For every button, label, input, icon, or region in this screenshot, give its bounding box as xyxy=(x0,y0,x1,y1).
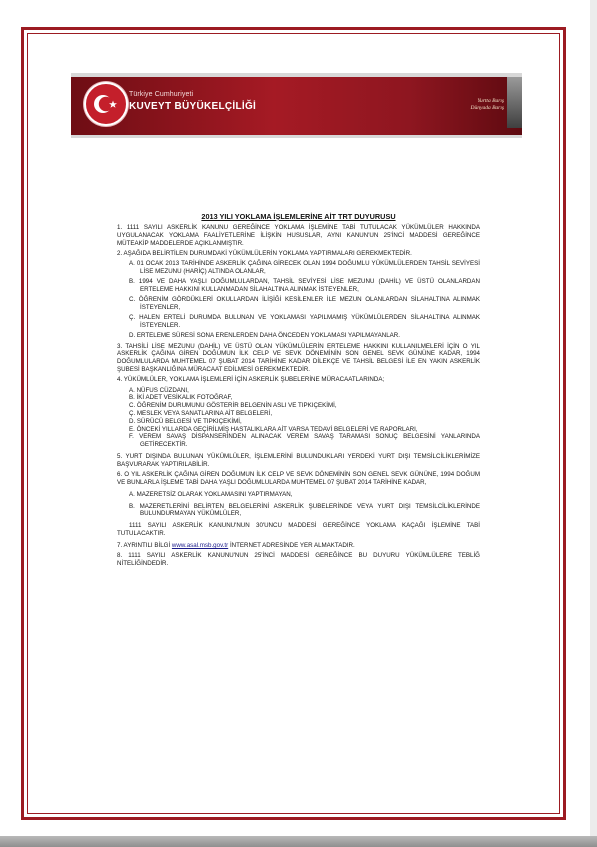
crescent-star-emblem-icon xyxy=(84,82,128,126)
paragraph-4: 4. YÜKÜMLÜLER, YOKLAMA İŞLEMLERİ İÇİN ASKERLİK ŞUBELERİNE MÜRACAATLARINDA; xyxy=(117,376,385,384)
list-item: C. ÖĞRENİM DURUMUNU GÖSTERİR BELGENİN ASLI VE TIPKIÇEKİMİ, xyxy=(129,402,337,410)
banner-title: KUVEYT BÜYÜKELÇİLİĞİ xyxy=(129,101,257,112)
list-item: B. MAZERETLERİNİ BELİRTEN BELGELERİNİ ASKERLİK ŞUBELERİNDE VEYA YURT DIŞI TEMSİLCİLİKLERİNDE BULUNDURMAYAN YÜKÜMLÜLER, xyxy=(129,502,480,518)
list-item: B. 1994 VE DAHA YAŞLI DOĞUMLULARDAN, TAHSİL SEVİYESİ LİSE MEZUNU (DAHİL) VE ÜSTÜ OLANLARDAN ERTELEME HAKKINI KULLANMADAN SİLAHALTINA ALINMAK İSTEYENLER, xyxy=(129,278,480,294)
document-title: 2013 YILI YOKLAMA İŞLEMLERİNE AİT TRT DUYURUSU xyxy=(201,212,396,221)
list-item: C. ÖĞRENİM GÖRDÜKLERİ OKULLARDAN İLİŞİĞİ KESİLENLER İLE MEZUN OLANLARDAN SİLAHALTINA ALINMAK İSTEYENLER, xyxy=(129,296,480,312)
paragraph-5: 5. YURT DIŞINDA BULUNAN YÜKÜMLÜLER, İŞLEMLERİNİ BULUNDUKLARI YERDEKİ YURT DIŞI TEMSİLCİLİKLERİMİZE BAŞVURARAK YAPTIRILABİLİR. xyxy=(117,453,480,468)
page-edge-shadow xyxy=(590,0,597,847)
paragraph-1: 1. 1111 SAYILI ASKERLİK KANUNU GEREĞİNCE YOKLAMA İŞLEMİNE TABİ TUTULACAK YÜKÜMLÜLER HAKKINDA UYGULANACAK YOKLAMA FAALİYETLERİNE İLİŞKİN HUSUSLAR, AYNI KANUN'UN 25'İNCİ MADDESİ GEREĞİNCE MÜTEAKİP MADDELERDE AÇIKLANMIŞTIR. xyxy=(117,224,480,247)
list-item: F. VEREM SAVAŞ DİSPANSERİNDEN ALINACAK VEREM SAVAŞ TARAMASI SONUÇ BELGESİNİ YANLARINDA GETİRECEKTİR. xyxy=(129,433,480,449)
list-item: A. NÜFUS CÜZDANI, xyxy=(129,386,189,394)
list-item: A. MAZERETSİZ OLARAK YOKLAMASINI YAPTIRMAYAN, xyxy=(129,490,293,498)
motto-line-1: Yurtta Barış xyxy=(477,98,504,104)
paragraph-7-prefix: 7. AYRINTILI BİLGİ xyxy=(117,541,171,549)
list-item: D. ERTELEME SÜRESİ SONA ERENLERDEN DAHA ÖNCEDEN YOKLAMASI YAPILMAYANLAR. xyxy=(129,332,400,340)
banner-subtitle: Türkiye Cumhuriyeti xyxy=(129,91,194,98)
banner-motto xyxy=(454,98,504,112)
list-item: A. 01 OCAK 2013 TARİHİNDE ASKERLİK ÇAĞINA GİRECEK OLAN 1994 DOĞUMLU YÜKÜMLÜLERDEN TAHSİL SEVİYESİ LİSE MEZUNU (HARİÇ) ALTINDA OLANLAR, xyxy=(129,260,480,276)
list-item: B. İKİ ADET VESİKALIK FOTOĞRAF, xyxy=(129,394,233,402)
paragraph-3: 3. TAHSİLİ LİSE MEZUNU (DAHİL) VE ÜSTÜ OLAN YÜKÜMLÜLERİN ERTELEME HAKKINI KULLANILMELERİ İÇİN O YIL ASKERLİK ÇAĞINA GİREN DOĞUMUN İLK CELP VE SEVK DÖNEMİNİN SON GENEL SEVK GÜNÜNE KADAR, 1994 DOĞUMLULARDA MUHTEMEL 07 ŞUBAT 2014 TARİHİNE KADAR DİLEKÇE VE TAHSİL BELGESİ İLE EN YAKIN ASKERLİK ŞUBESİ BAŞKANLIĞINA MÜRACAAT EDİLMESİ GEREKMEKTEDİR. xyxy=(117,342,480,373)
paragraph-6: 6. O YIL ASKERLİK ÇAĞINA GİREN DOĞUMUN İLK CELP VE SEVK DÖNEMİNİN SON GENEL SEVK GÜNÜNE, 1994 DOĞUM VE BUNLARLA İŞLEME TABİ DAHA YAŞLI DOĞUMLULARDA MUHTEMEL 07 ŞUBAT 2014 TARİHİNE KADAR, xyxy=(117,471,480,487)
page-bottom-shadow xyxy=(0,836,597,847)
header-banner xyxy=(71,73,522,138)
paragraph-6-end: 1111 SAYILI ASKERLİK KANUNU'NUN 30'UNCU MADDESİ GEREĞİNCE YOKLAMA KAÇAĞI İŞLEMİNE TABİ TUTULACAKTIR. xyxy=(117,522,480,538)
list-item: Ç. MESLEK VEYA SANATLARINA AİT BELGELERİ, xyxy=(129,410,273,418)
list-item: D. SÜRÜCÜ BELGESİ VE TIPKIÇEKİMİ, xyxy=(129,417,242,425)
paragraph-7 xyxy=(117,542,480,550)
website-link[interactable]: www.asal.msb.gov.tr xyxy=(171,541,229,549)
paragraph-8: 8. 1111 SAYILI ASKERLİK KANUNU'NUN 25'İNCİ MADDESİ GEREĞİNCE BU DUYURU YÜKÜMLÜLERE TEBLİĞ NİTELİĞİNDEDİR. xyxy=(117,552,480,567)
list-item: E. ÖNCEKİ YILLARDA GEÇİRİLMİŞ HASTALIKLARA AİT VARSA TEDAVİ BELGELERİ VE RAPORLARI, xyxy=(129,425,418,433)
paragraph-2: 2. AŞAĞIDA BELİRTİLEN DURUMDAKİ YÜKÜMLÜLERİN YOKLAMA YAPTIRMALARI GEREKMEKTEDİR. xyxy=(117,249,412,257)
paragraph-7-suffix: İNTERNET ADRESİNDE YER ALMAKTADIR. xyxy=(229,541,355,549)
document-body xyxy=(117,224,480,570)
list-item: Ç. HALEN ERTELİ DURUMDA BULUNAN VE YOKLAMASI YAPILMAMIŞ YÜKÜMLÜLERDEN SİLAHALTINA ALINMAK İSTEYENLER. xyxy=(129,314,480,330)
motto-line-2: Dünyada Barış xyxy=(470,105,504,111)
portrait-image xyxy=(507,77,522,128)
